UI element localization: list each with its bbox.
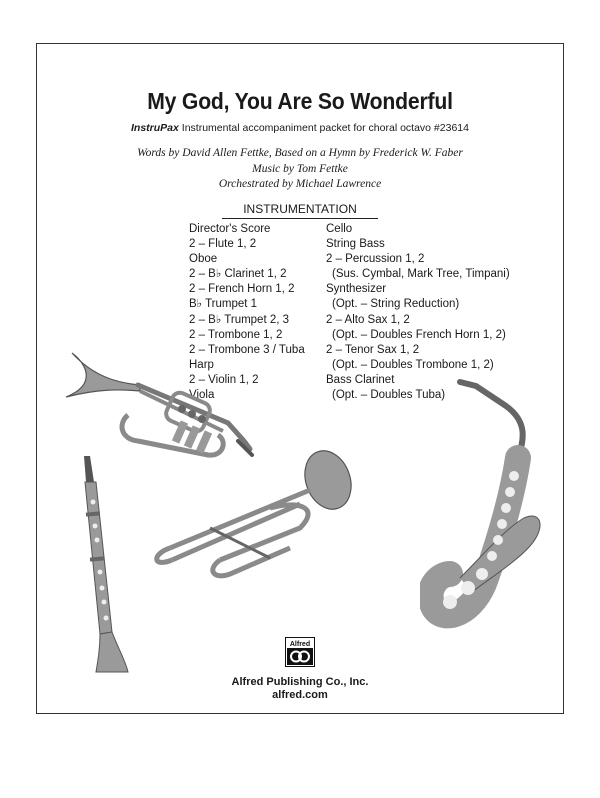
instrument-item: (Opt. – Doubles Trombone 1, 2) xyxy=(332,358,494,371)
logo-text: Alfred xyxy=(289,641,311,648)
publisher-info xyxy=(0,676,600,702)
instrument-item: (Opt. – String Reduction) xyxy=(332,298,460,311)
instrument-item: 2 – Percussion 1, 2 xyxy=(326,253,425,266)
instrument-item: Oboe xyxy=(189,253,218,266)
credit-words: Words by David Allen Fettke, Based on a Hymn by Frederick W. Faber xyxy=(137,147,463,159)
saxophone-illustration xyxy=(420,378,550,640)
publisher-url: alfred.com xyxy=(272,689,328,701)
instrument-item: (Opt. – Doubles French Horn 1, 2) xyxy=(332,328,506,341)
instrument-item: String Bass xyxy=(326,238,385,251)
page-title: My God, You Are So Wonderful xyxy=(147,88,453,114)
instrument-item: 2 – French Horn 1, 2 xyxy=(189,283,295,296)
credit-orchestration: Orchestrated by Michael Lawrence xyxy=(218,178,382,190)
instrument-list-right xyxy=(326,222,510,403)
instrument-item: B♭ Trumpet 1 xyxy=(189,298,258,311)
instrument-item: (Sus. Cymbal, Mark Tree, Timpani) xyxy=(332,268,510,281)
instrument-item: 2 – Tenor Sax 1, 2 xyxy=(326,343,420,356)
subtitle-text: Instrumental accompaniment packet for choral octavo #23614 xyxy=(181,122,469,134)
instrument-item: 2 – Violin 1, 2 xyxy=(189,373,259,386)
instrument-item: 2 – Trombone 1, 2 xyxy=(189,328,283,341)
instrument-item: 2 – Flute 1, 2 xyxy=(189,238,257,251)
brand-name: InstruPax xyxy=(131,122,179,134)
credit-music: Music by Tom Fettke xyxy=(252,162,348,175)
instrument-item: (Opt. – Doubles Tuba) xyxy=(332,389,446,402)
credits xyxy=(0,146,600,193)
trombone-illustration xyxy=(150,448,355,583)
instrument-item: Director's Score xyxy=(189,223,271,235)
instrumentation-heading: INSTRUMENTATION xyxy=(222,202,378,219)
instrument-item: Cello xyxy=(326,223,353,235)
instrument-item: Viola xyxy=(189,389,215,402)
instrument-item: 2 – Trombone 3 / Tuba xyxy=(189,343,305,356)
publisher-name: Alfred Publishing Co., Inc. xyxy=(231,676,369,688)
instrument-item: 2 – Alto Sax 1, 2 xyxy=(326,313,410,326)
instrument-item: Bass Clarinet xyxy=(326,373,395,386)
instrument-item: Synthesizer xyxy=(326,283,387,296)
instrument-item: 2 – B♭ Trumpet 2, 3 xyxy=(189,313,290,326)
clarinet-illustration xyxy=(70,452,140,677)
subtitle xyxy=(0,122,600,134)
instrument-item: 2 – B♭ Clarinet 1, 2 xyxy=(189,268,287,281)
alfred-logo xyxy=(285,637,315,667)
instrument-item: Harp xyxy=(189,358,214,371)
